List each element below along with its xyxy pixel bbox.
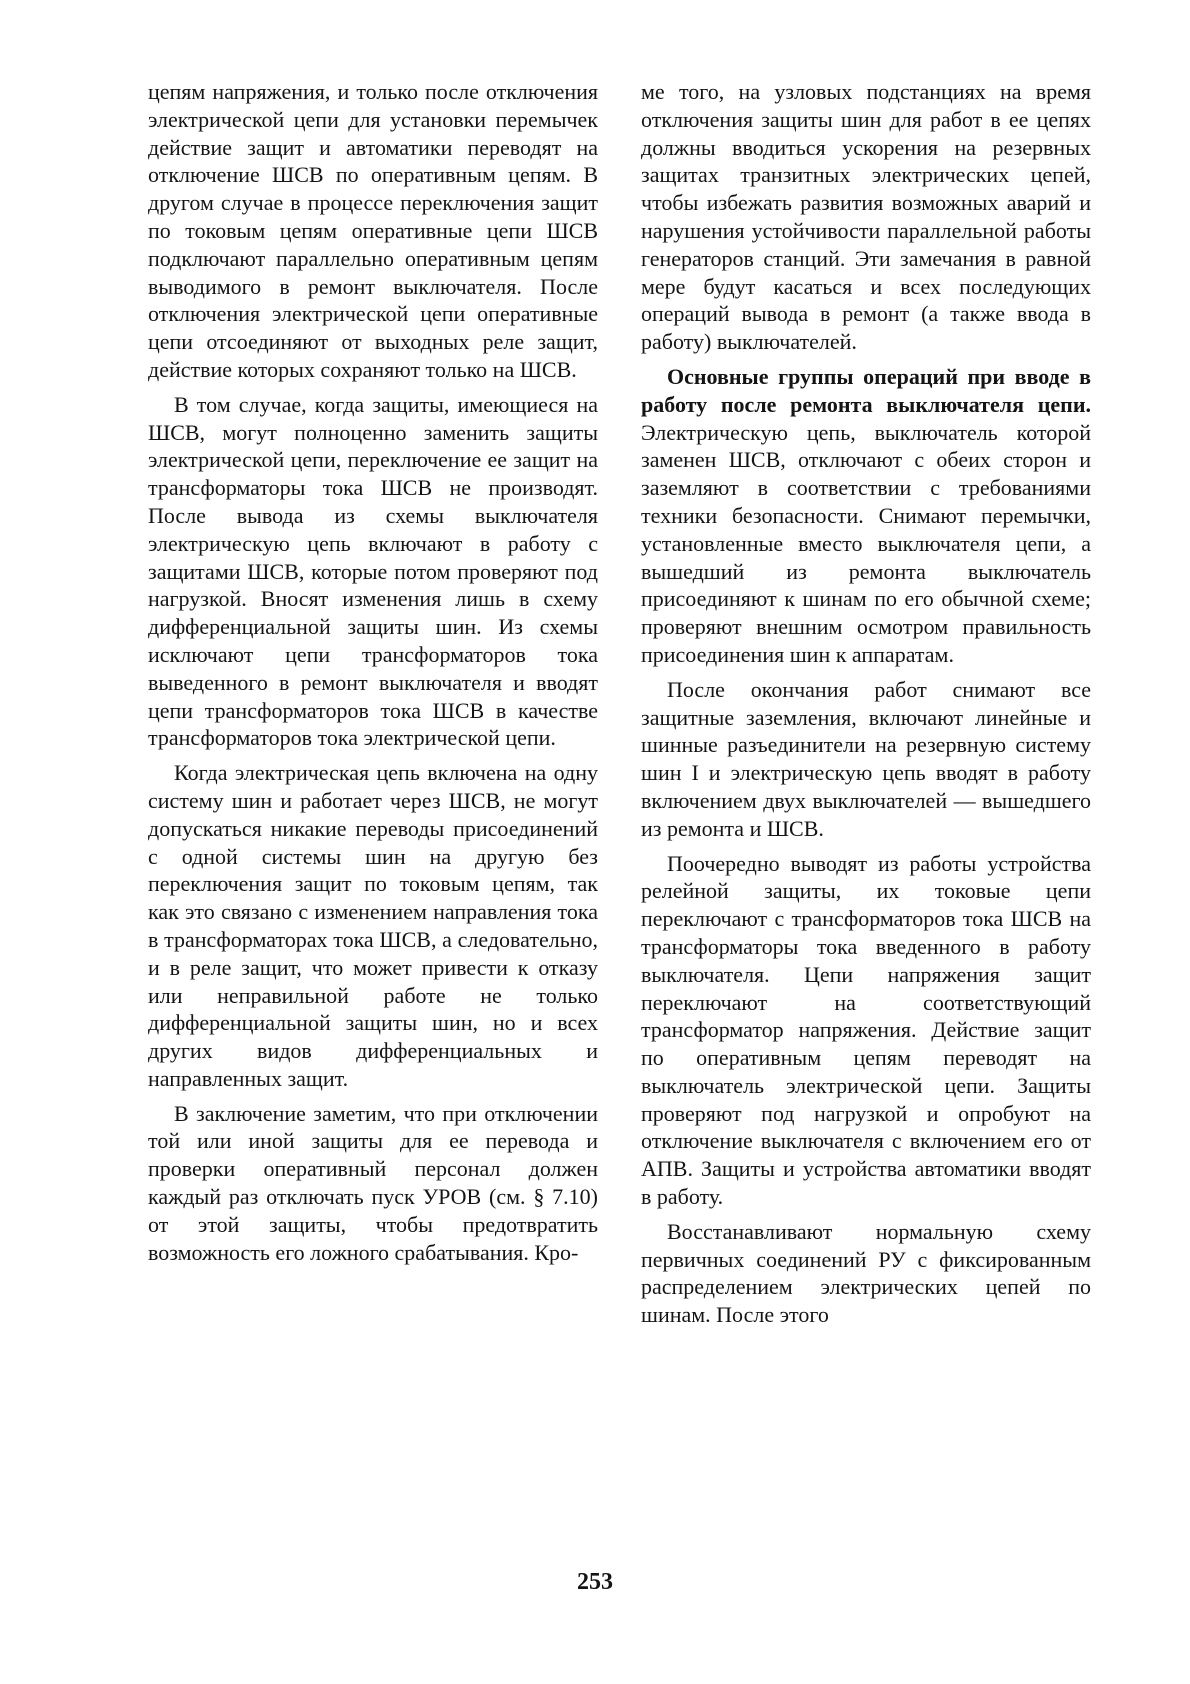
left-column [148,78,598,1266]
paragraph: В том случае, когда защиты, имеющиеся на ШСВ, могут полноценно заменить защиты электрической цепи, переключение ее защит на трансформаторы тока ШСВ не производят. После вывода из схемы выключателя электрическую цепь включают в работу с защитами ШСВ, которые потом проверяют под нагрузкой. Вносят изменения лишь в схему дифференциальной защиты шин. Из схемы исключают цепи трансформаторов тока выведенного в ремонт выключателя и вводят цепи трансформаторов тока ШСВ в качестве трансформаторов тока электрической цепи. [148,391,598,751]
page-number: 253 [577,1569,613,1595]
right-column [641,78,1091,1329]
paragraph: После окончания работ снимают все защитные заземления, включают линейные и шинные разъединители на резервную систему шин I и электрическую цепь вводят в работу включением двух выключателей — вышедшего из ремонта и ШСВ. [641,676,1091,841]
paragraph: Когда электрическая цепь включена на одну систему шин и работает через ШСВ, не могут допускаться никакие переводы присоединений с одной системы шин на другую без переключения защит по токовым цепям, так как это связано с изменением направления тока в трансформаторах тока ШСВ, а следовательно, и в реле защит, что может привести к отказу или неправильной работе не только дифференциальной защиты шин, но и всех других видов дифференциальных и направленных защит. [148,760,598,1091]
paragraph [641,363,1091,669]
paragraph: цепям напряжения, и только после отключения электрической цепи для установки перемычек действие защит и автоматики переводят на отключение ШСВ по оперативным цепям. В другом случае в процессе переключения защит по токовым цепям оперативные цепи ШСВ подключают параллельно оперативным цепям выводимого в ремонт выключателя. После отключения электрической цепи оперативные цепи отсоединяют от выходных реле защит, действие которых сохраняют только на ШСВ. [148,79,598,382]
paragraph: ме того, на узловых подстанциях на время отключения защиты шин для работ в ее цепях должны вводиться ускорения на резервных защитах транзитных электрических цепей, чтобы избежать развития возможных аварий и нарушения устойчивости параллельной работы генераторов станций. Эти замечания в равной мере будут касаться и всех последующих операций вывода в ремонт (а также ввода в работу) выключателей. [641,79,1091,355]
paragraph: Поочередно выводят из работы устройства релейной защиты, их токовые цепи переключают с трансформаторов тока ШСВ на трансформаторы тока введенного в работу выключателя. Цепи напряжения защит переключают на соответствующий трансформатор напряжения. Действие защит по оперативным цепям переводят на выключатель электрической цепи. Защиты проверяют под нагрузкой и опробуют на отключение выключателя с включением его от АПВ. Защиты и устройства автоматики вводят в работу. [641,850,1091,1210]
paragraph: Восстанавливают нормальную схему первичных соединений РУ с фиксированным распределением электрических цепей по шинам. После этого [641,1218,1091,1328]
section-heading: Основные группы операций при вводе в работу после ремонта выключателя цепи. [641,363,1091,417]
paragraph-text: Электрическую цепь, выключатель которой заменен ШСВ, отключают с обеих сторон и заземляют в соответствии с требованиями техники безопасности. Снимают перемычки, установленные вместо выключателя цепи, а вышедший из ремонта выключатель присоединяют к шинам по его обычной схеме; проверяют внешним осмотром правильность присоединения шин к аппаратам. [641,419,1091,667]
paragraph: В заключение заметим, что при отключении той или иной защиты для ее перевода и проверки оперативный персонал должен каждый раз отключать пуск УРОВ (см. § 7.10) от этой защиты, чтобы предотвратить возможность его ложного срабатывания. Кро- [148,1100,598,1265]
